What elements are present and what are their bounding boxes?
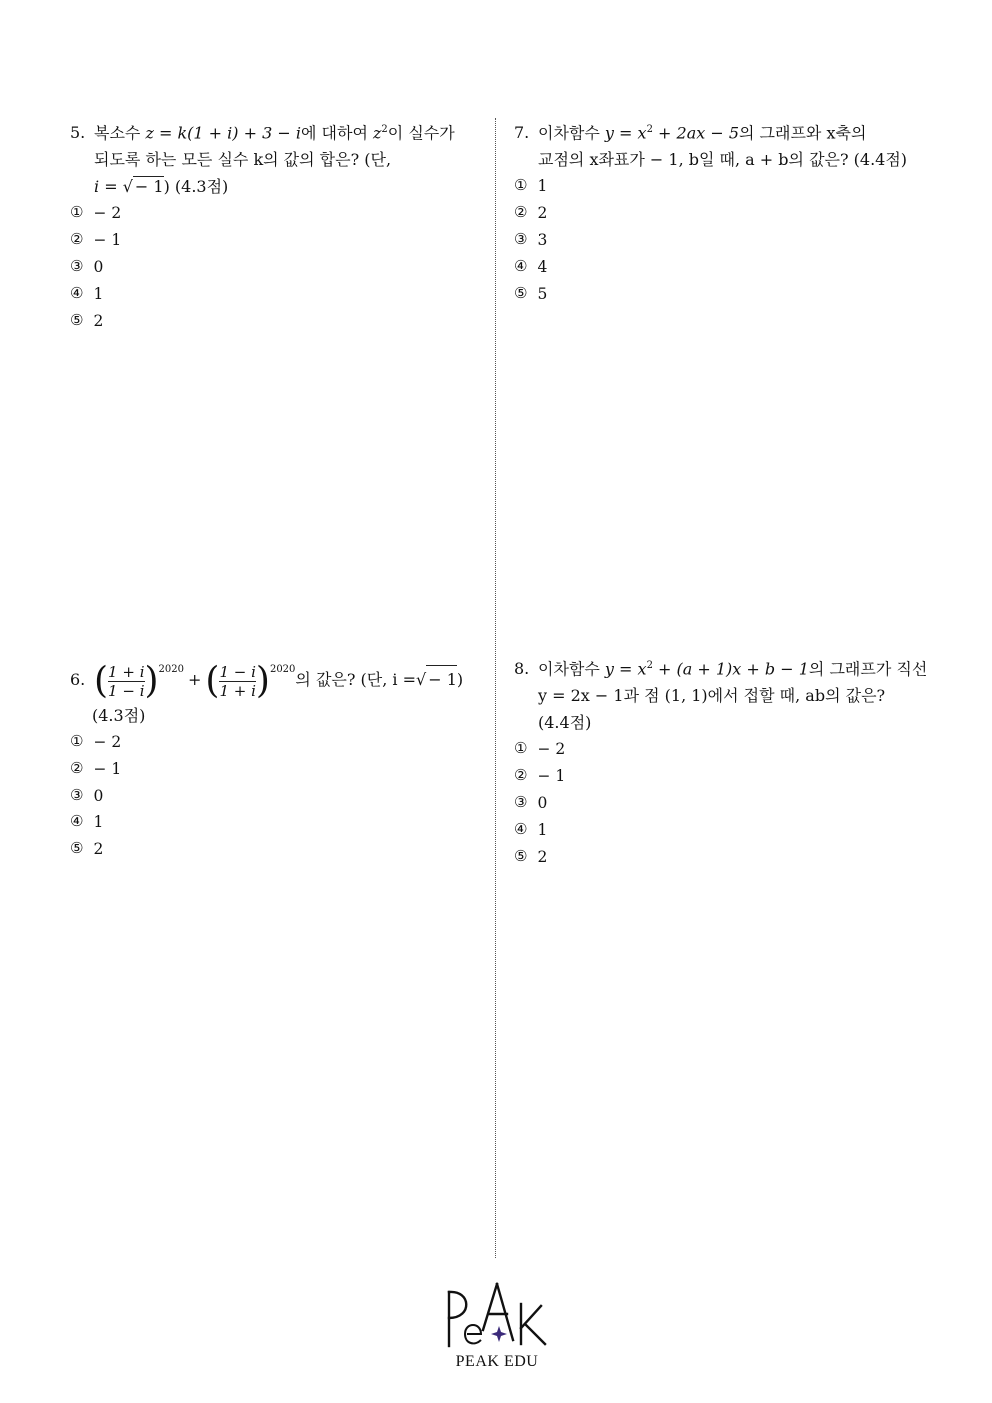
choice-number-icon: ③ bbox=[70, 256, 84, 275]
choice-value: 2 bbox=[93, 311, 104, 330]
choice-number-icon: ④ bbox=[514, 256, 528, 275]
question-5-line-2: 되도록 하는 모든 실수 k의 값의 합은? (단, bbox=[94, 150, 392, 170]
question-6-line-2: (4.3점) bbox=[92, 706, 146, 725]
question-text: 복소수 bbox=[94, 123, 146, 143]
choice-value: 1 bbox=[93, 813, 104, 832]
sqrt-sign: √ bbox=[416, 669, 427, 689]
question-5 bbox=[70, 116, 480, 334]
choice-number-icon: ③ bbox=[514, 229, 528, 248]
math-expression: z bbox=[372, 123, 382, 143]
choice-option[interactable] bbox=[70, 200, 480, 227]
fraction bbox=[108, 663, 144, 700]
numerator: 1 − i bbox=[219, 663, 256, 682]
choice-value: − 2 bbox=[537, 740, 566, 759]
question-8-line-3: (4.4점) bbox=[538, 713, 592, 733]
choice-list bbox=[70, 200, 480, 334]
choice-option[interactable] bbox=[70, 227, 480, 254]
question-6-line-1 bbox=[70, 654, 490, 704]
choice-option[interactable] bbox=[70, 836, 490, 863]
question-number: 7. bbox=[514, 123, 530, 143]
choice-number-icon: ① bbox=[70, 203, 84, 222]
question-number: 8. bbox=[514, 659, 530, 679]
fraction bbox=[219, 663, 255, 700]
choice-number-icon: ① bbox=[514, 739, 528, 758]
question-7 bbox=[514, 116, 934, 307]
question-text: 이 실수가 bbox=[387, 123, 455, 143]
plus-sign: + bbox=[188, 669, 202, 689]
choice-value: − 1 bbox=[93, 231, 122, 250]
math-expression: z = k(1 + i) + 3 − i bbox=[145, 123, 301, 143]
choice-value: 1 bbox=[93, 284, 104, 303]
question-8-line-1 bbox=[514, 652, 934, 682]
question-text: 의 그래프가 직선 bbox=[808, 659, 928, 679]
sqrt-sign: √ bbox=[122, 177, 133, 197]
choice-option[interactable] bbox=[70, 783, 490, 810]
choice-value: 0 bbox=[537, 793, 548, 812]
choice-option[interactable] bbox=[514, 736, 934, 763]
choice-number-icon: ④ bbox=[70, 283, 84, 302]
choice-number-icon: ③ bbox=[514, 792, 528, 811]
choice-value: − 1 bbox=[537, 767, 566, 786]
math-expression: i = bbox=[94, 177, 123, 197]
choice-list bbox=[70, 729, 490, 863]
choice-value: 0 bbox=[93, 786, 104, 805]
choice-option[interactable] bbox=[70, 254, 480, 281]
right-paren: ) bbox=[255, 660, 270, 702]
choice-value: − 2 bbox=[93, 204, 122, 223]
column-divider bbox=[495, 118, 496, 1258]
choice-option[interactable] bbox=[70, 729, 490, 756]
sqrt-content: − 1 bbox=[426, 665, 457, 693]
choice-option[interactable] bbox=[514, 817, 934, 844]
question-text: 이차함수 bbox=[538, 123, 605, 143]
choice-value: 0 bbox=[93, 257, 104, 276]
sqrt-content: − 1 bbox=[134, 177, 164, 197]
math-expression: y = x bbox=[604, 123, 647, 143]
superscript: 2 bbox=[381, 124, 388, 135]
question-5-line-3 bbox=[70, 173, 480, 200]
choice-list bbox=[514, 173, 934, 307]
choice-number-icon: ② bbox=[514, 766, 528, 785]
question-number: 6. bbox=[70, 669, 86, 689]
left-paren: ( bbox=[94, 660, 109, 702]
question-8 bbox=[514, 652, 934, 870]
choice-option[interactable] bbox=[514, 844, 934, 871]
choice-option[interactable] bbox=[70, 308, 480, 335]
question-8-line-2: y = 2x − 1과 점 (1, 1)에서 접할 때, ab의 값은? bbox=[538, 686, 886, 706]
choice-option[interactable] bbox=[514, 200, 934, 227]
choice-value: 2 bbox=[93, 840, 104, 859]
superscript: 2 bbox=[646, 124, 653, 135]
choice-value: − 1 bbox=[93, 759, 122, 778]
choice-option[interactable] bbox=[70, 756, 490, 783]
choice-number-icon: ④ bbox=[514, 819, 528, 838]
choice-number-icon: ⑤ bbox=[70, 839, 84, 858]
choice-number-icon: ① bbox=[514, 176, 528, 195]
choice-option[interactable] bbox=[514, 173, 934, 200]
question-7-line-2: 교점의 x좌표가 − 1, b일 때, a + b의 값은? (4.4점) bbox=[538, 150, 908, 170]
question-text: ) bbox=[456, 669, 464, 689]
choice-value: − 2 bbox=[93, 733, 122, 751]
choice-number-icon: ⑤ bbox=[514, 283, 528, 302]
fraction-group-2 bbox=[205, 656, 295, 702]
question-text: ) (4.3점) bbox=[163, 177, 229, 197]
question-7-line-1 bbox=[514, 116, 934, 146]
math-expression: + (a + 1)x + b − 1 bbox=[652, 659, 809, 679]
question-number: 5. bbox=[70, 123, 86, 143]
choice-number-icon: ④ bbox=[70, 812, 84, 831]
choice-value: 4 bbox=[537, 257, 548, 276]
question-6 bbox=[70, 654, 490, 863]
choice-list bbox=[514, 736, 934, 870]
right-paren: ) bbox=[144, 660, 159, 702]
choice-number-icon: ② bbox=[70, 230, 84, 249]
choice-number-icon: ⑤ bbox=[70, 310, 84, 329]
choice-number-icon: ③ bbox=[70, 785, 84, 804]
question-5-line-1 bbox=[70, 116, 480, 146]
superscript: 2 bbox=[646, 660, 653, 671]
exponent: 2020 bbox=[158, 664, 184, 676]
choice-value: 1 bbox=[537, 177, 548, 196]
denominator: 1 + i bbox=[219, 682, 256, 701]
choice-value: 2 bbox=[537, 847, 548, 866]
logo-text: PEAK EDU bbox=[455, 1353, 539, 1370]
choice-value: 2 bbox=[537, 204, 548, 223]
fraction-group-1 bbox=[94, 656, 184, 702]
question-text: 의 그래프와 x축의 bbox=[739, 123, 867, 143]
choice-option[interactable] bbox=[514, 790, 934, 817]
choice-number-icon: ② bbox=[70, 758, 84, 777]
question-text: 에 대하여 bbox=[300, 123, 373, 143]
choice-number-icon: ② bbox=[514, 203, 528, 222]
denominator: 1 − i bbox=[108, 682, 145, 701]
choice-value: 3 bbox=[537, 230, 548, 249]
question-text: 의 값은? (단, i = bbox=[295, 669, 417, 689]
choice-option[interactable] bbox=[514, 254, 934, 281]
choice-option[interactable] bbox=[514, 763, 934, 790]
choice-value: 1 bbox=[537, 820, 548, 839]
left-paren: ( bbox=[205, 660, 220, 702]
exponent: 2020 bbox=[269, 664, 296, 676]
choice-option[interactable] bbox=[70, 809, 490, 836]
numerator: 1 + i bbox=[108, 663, 145, 682]
choice-number-icon: ① bbox=[70, 732, 84, 750]
choice-value: 5 bbox=[537, 284, 548, 303]
math-expression: y = x bbox=[604, 659, 647, 679]
math-expression: + 2ax − 5 bbox=[652, 123, 740, 143]
choice-option[interactable] bbox=[70, 281, 480, 308]
choice-option[interactable] bbox=[514, 281, 934, 308]
choice-option[interactable] bbox=[514, 227, 934, 254]
choice-number-icon: ⑤ bbox=[514, 846, 528, 865]
question-text: 이차함수 bbox=[538, 659, 605, 679]
